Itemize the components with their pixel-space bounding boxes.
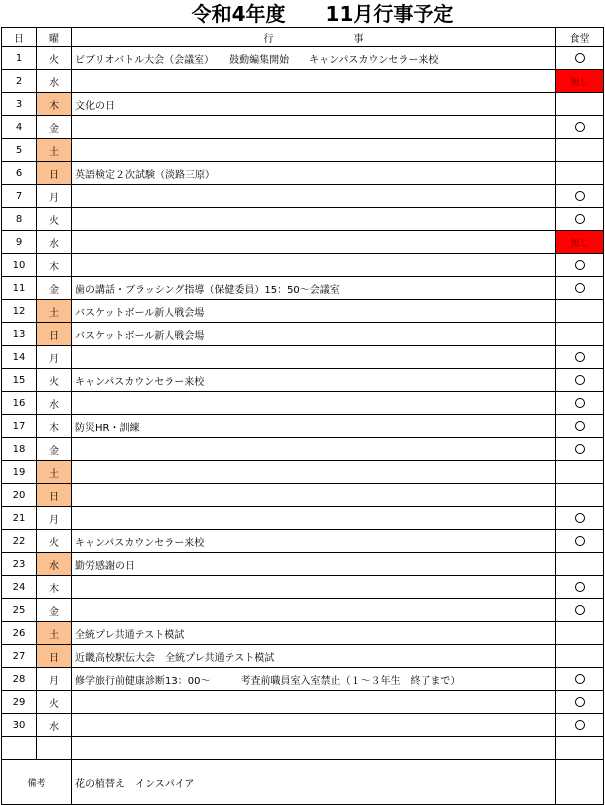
row-date: 9 (2, 231, 37, 254)
table-row (2, 484, 604, 507)
row-date: 12 (2, 300, 37, 323)
row-date: 4 (2, 116, 37, 139)
circle-icon (575, 674, 585, 684)
table-row (2, 714, 604, 737)
row-dow: 水 (37, 714, 72, 737)
row-date: 6 (2, 162, 37, 185)
circle-icon (575, 605, 585, 615)
table-row (2, 461, 604, 484)
row-event (72, 392, 556, 415)
row-event (72, 139, 556, 162)
row-cafeteria (556, 714, 604, 737)
closed-label: 無し (570, 238, 589, 249)
row-cafeteria (556, 691, 604, 714)
row-event: 英語検定２次試験（淡路三原） (72, 162, 556, 185)
row-dow: 木 (37, 415, 72, 438)
table-row (2, 553, 604, 576)
row-cafeteria (556, 208, 604, 231)
circle-icon (575, 352, 585, 362)
table-row (2, 116, 604, 139)
row-dow: 月 (37, 185, 72, 208)
row-date: 8 (2, 208, 37, 231)
table-row (2, 507, 604, 530)
row-event (72, 714, 556, 737)
row-event (72, 438, 556, 461)
row-cafeteria (556, 415, 604, 438)
row-date: 11 (2, 277, 37, 300)
table-row (2, 277, 604, 300)
row-event (72, 116, 556, 139)
row-date: 5 (2, 139, 37, 162)
circle-icon (575, 582, 585, 592)
row-dow: 土 (37, 622, 72, 645)
row-dow: 土 (37, 461, 72, 484)
row-dow: 月 (37, 668, 72, 691)
circle-icon (575, 398, 585, 408)
row-dow: 土 (37, 139, 72, 162)
row-cafeteria (556, 668, 604, 691)
header-cafeteria: 食堂 (556, 28, 604, 47)
row-dow: 水 (37, 392, 72, 415)
row-date: 13 (2, 323, 37, 346)
table-row (2, 139, 604, 162)
row-date: 2 (2, 70, 37, 93)
note-row (2, 760, 604, 805)
header-event (72, 28, 556, 47)
row-date: 30 (2, 714, 37, 737)
row-cafeteria (556, 323, 604, 346)
row-dow: 水 (37, 231, 72, 254)
row-cafeteria (556, 622, 604, 645)
table-row (2, 369, 604, 392)
row-cafeteria (556, 185, 604, 208)
row-cafeteria (556, 369, 604, 392)
row-date: 3 (2, 93, 37, 116)
row-cafeteria (556, 231, 604, 254)
row-dow: 日 (37, 645, 72, 668)
table-row (2, 162, 604, 185)
row-date: 20 (2, 484, 37, 507)
table-row (2, 70, 604, 93)
row-date: 7 (2, 185, 37, 208)
row-cafeteria (556, 277, 604, 300)
circle-icon (575, 283, 585, 293)
row-event: バスケットボール新人戦会場 (72, 323, 556, 346)
table-row (2, 415, 604, 438)
row-event: ビブリオバトル大会（会議室） 鼓動編集開始 キャンパスカウンセラー来校 (72, 47, 556, 70)
row-date: 19 (2, 461, 37, 484)
row-date: 24 (2, 576, 37, 599)
row-event (72, 208, 556, 231)
row-date: 23 (2, 553, 37, 576)
row-event (72, 231, 556, 254)
row-event: 防災HR・訓練 (72, 415, 556, 438)
row-dow: 水 (37, 70, 72, 93)
row-cafeteria (556, 576, 604, 599)
header-event-1: 行 (263, 33, 274, 45)
row-cafeteria (556, 392, 604, 415)
row-dow: 火 (37, 208, 72, 231)
table-row (2, 323, 604, 346)
circle-icon (575, 444, 585, 454)
row-dow: 火 (37, 369, 72, 392)
table-row (2, 691, 604, 714)
row-event (72, 70, 556, 93)
row-dow: 日 (37, 484, 72, 507)
row-cafeteria (556, 484, 604, 507)
row-event: 全統プレ共通テスト模試 (72, 622, 556, 645)
row-dow: 土 (37, 300, 72, 323)
table-row (2, 231, 604, 254)
row-event (72, 346, 556, 369)
row-dow: 金 (37, 438, 72, 461)
row-event (72, 254, 556, 277)
row-event (72, 484, 556, 507)
row-cafeteria (556, 162, 604, 185)
table-row (2, 668, 604, 691)
row-dow: 日 (37, 323, 72, 346)
row-cafeteria (556, 438, 604, 461)
row-cafeteria (556, 461, 604, 484)
row-dow: 金 (37, 116, 72, 139)
row-date: 28 (2, 668, 37, 691)
row-cafeteria (556, 346, 604, 369)
row-event (72, 599, 556, 622)
circle-icon (575, 720, 585, 730)
row-cafeteria (556, 116, 604, 139)
row-event: 修学旅行前健康診断13：00～ 考査前職員室入室禁止（１～３年生 終了まで） (72, 668, 556, 691)
row-date: 29 (2, 691, 37, 714)
header-row (2, 28, 604, 47)
row-date: 14 (2, 346, 37, 369)
row-event (72, 507, 556, 530)
row-date: 27 (2, 645, 37, 668)
row-cafeteria (556, 599, 604, 622)
circle-icon (575, 697, 585, 707)
row-dow: 木 (37, 254, 72, 277)
row-event: キャンパスカウンセラー来校 (72, 530, 556, 553)
row-event: 歯の講話・ブラッシング指導（保健委員）15：50～会議室 (72, 277, 556, 300)
row-cafeteria (556, 300, 604, 323)
row-date: 15 (2, 369, 37, 392)
row-cafeteria (556, 645, 604, 668)
row-dow: 火 (37, 530, 72, 553)
table-row (2, 438, 604, 461)
table-row (2, 208, 604, 231)
row-dow: 火 (37, 47, 72, 70)
row-cafeteria (556, 139, 604, 162)
row-date: 22 (2, 530, 37, 553)
row-cafeteria (556, 530, 604, 553)
row-cafeteria (556, 553, 604, 576)
circle-icon (575, 375, 585, 385)
closed-label: 無し (570, 77, 589, 88)
row-dow: 日 (37, 162, 72, 185)
row-cafeteria (556, 70, 604, 93)
title-month: 11月行事予定 (325, 2, 454, 26)
circle-icon (575, 260, 585, 270)
circle-icon (575, 421, 585, 431)
table-row (2, 185, 604, 208)
row-event (72, 576, 556, 599)
table-row (2, 346, 604, 369)
table-row (2, 93, 604, 116)
row-date: 25 (2, 599, 37, 622)
table-row (2, 254, 604, 277)
circle-icon (575, 214, 585, 224)
row-date: 1 (2, 47, 37, 70)
circle-icon (575, 122, 585, 132)
row-dow: 水 (37, 553, 72, 576)
row-date: 10 (2, 254, 37, 277)
row-event (72, 461, 556, 484)
table-row (2, 599, 604, 622)
row-dow: 木 (37, 576, 72, 599)
row-dow: 月 (37, 346, 72, 369)
table-row (2, 645, 604, 668)
blank-row (2, 737, 604, 760)
row-event: 勤労感謝の日 (72, 553, 556, 576)
row-date: 17 (2, 415, 37, 438)
row-dow: 金 (37, 277, 72, 300)
row-event (72, 185, 556, 208)
row-cafeteria (556, 254, 604, 277)
circle-icon (575, 191, 585, 201)
header-event-2: 事 (353, 33, 364, 45)
circle-icon (575, 53, 585, 63)
row-event (72, 691, 556, 714)
row-dow: 月 (37, 507, 72, 530)
header-dow: 曜 (37, 28, 72, 47)
row-date: 18 (2, 438, 37, 461)
row-cafeteria (556, 93, 604, 116)
row-dow: 火 (37, 691, 72, 714)
table-row (2, 622, 604, 645)
page-title (0, 0, 605, 28)
row-event: バスケットボール新人戦会場 (72, 300, 556, 323)
note-text: 花の植替え インスパイア (72, 760, 556, 805)
table-row (2, 576, 604, 599)
row-dow: 木 (37, 93, 72, 116)
row-date: 21 (2, 507, 37, 530)
title-year: 令和4年度 (191, 2, 286, 26)
table-row (2, 530, 604, 553)
row-date: 16 (2, 392, 37, 415)
row-event: 近畿高校駅伝大会 全統プレ共通テスト模試 (72, 645, 556, 668)
row-date: 26 (2, 622, 37, 645)
row-event: 文化の日 (72, 93, 556, 116)
row-dow: 金 (37, 599, 72, 622)
row-cafeteria (556, 47, 604, 70)
note-label: 備考 (2, 760, 72, 805)
schedule-body (2, 47, 604, 737)
table-row (2, 392, 604, 415)
row-event: キャンパスカウンセラー来校 (72, 369, 556, 392)
schedule-table (1, 27, 604, 805)
row-cafeteria (556, 507, 604, 530)
header-date: 日 (2, 28, 37, 47)
circle-icon (575, 513, 585, 523)
table-row (2, 300, 604, 323)
circle-icon (575, 536, 585, 546)
table-row (2, 47, 604, 70)
